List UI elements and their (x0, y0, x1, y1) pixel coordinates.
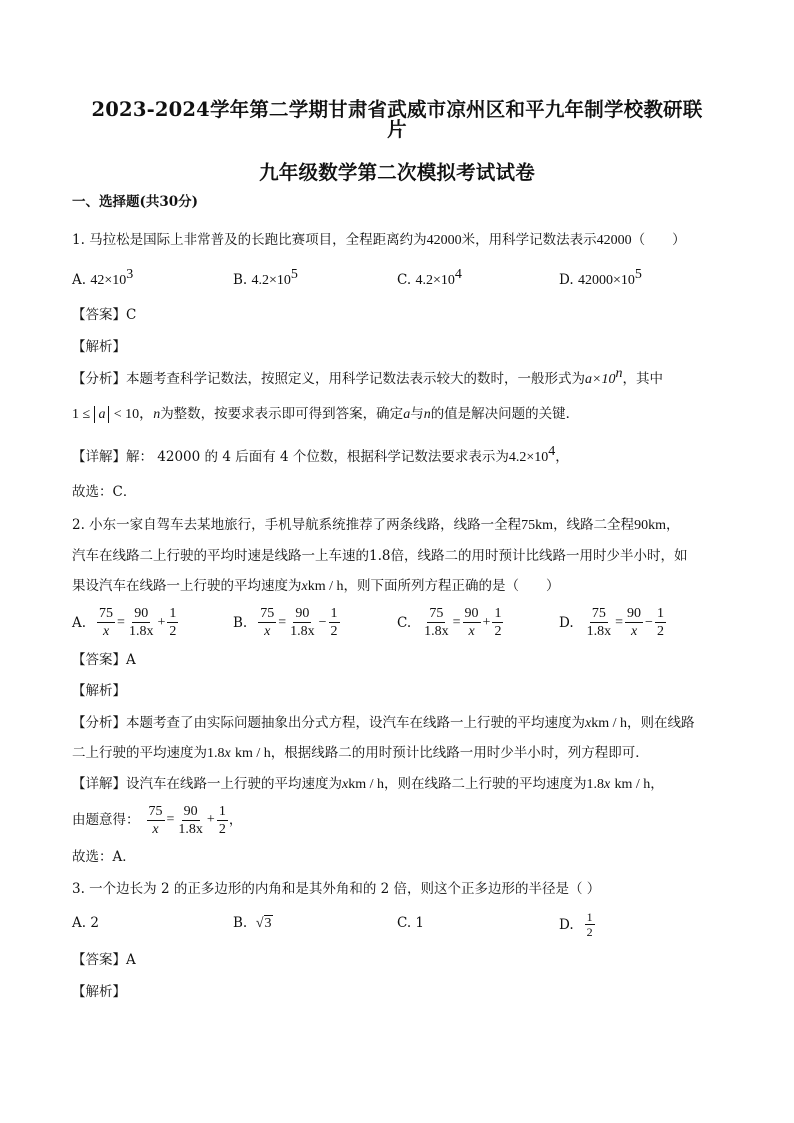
q1-fenxi-line1 (72, 366, 663, 390)
q1-option-c-label: C. (397, 272, 412, 288)
denominator: 1.8x (178, 821, 203, 837)
numerator: 90 (295, 606, 310, 621)
denominator: 2 (494, 624, 502, 639)
denominator: x (264, 624, 271, 639)
q1-fenxi-abs-a: a (94, 406, 109, 423)
q1-option-c-base: 4.2×10 (415, 273, 455, 288)
q1-stem (72, 230, 686, 251)
q2-fenxi-line2 (72, 743, 649, 764)
q2-conclusion: 故选：A． (72, 849, 136, 865)
numerator: 1 (330, 606, 338, 621)
q1-fenxi-n: n (153, 407, 161, 422)
q1-option-b-base: 4.2×10 (251, 273, 291, 288)
q3-option-a: A. 2 (72, 915, 99, 931)
q3-option-b (233, 915, 273, 932)
q2-option-d-frac-half (655, 605, 666, 640)
q2-option-d-frac-right (625, 605, 643, 640)
q2-option-b-label: B. (233, 614, 248, 631)
denominator: x (102, 624, 110, 639)
q1-analysis-heading: 【解析】 (72, 339, 126, 355)
q3-option-d-label: D. (559, 916, 574, 933)
numerator: 90 (627, 606, 642, 621)
q2-option-c-frac-half (492, 605, 503, 640)
q1-stem-text-b: 米，用科学记数法表示 (461, 232, 597, 248)
q2-xiangjie-text-b: ，则在线路二上行驶的平均速度为 (384, 776, 587, 792)
q1-fenxi-exp: n (615, 366, 623, 381)
q2-option-a: A. $\frac{75}{x}$ = $\frac{90}{1.8x}$ + $\frac{1}{2}$ (72, 606, 177, 639)
q1-number2: 42000 (596, 233, 632, 248)
q1-option-d-exp: 5 (634, 267, 642, 282)
denominator: 2 (656, 624, 664, 639)
q2-fenxi-x: x (585, 716, 592, 731)
q1-paren: （ ） (631, 232, 686, 248)
numerator: 1 (218, 803, 226, 819)
denominator: 1.8x (290, 624, 315, 639)
q1-fenxi-lt: < 10， (113, 407, 154, 422)
radicand: 3 (264, 916, 272, 931)
numerator: 90 (464, 606, 479, 621)
q2-option-b: B. $\frac{75}{x}$ = $\frac{90}{1.8x}$ − $\frac{1}{2}$ (233, 606, 338, 639)
q3-option-d-frac (585, 910, 595, 939)
q2-option-c-frac-left (422, 605, 451, 640)
q2-line1-text-b: ，线路二全程 (553, 517, 635, 533)
sqrt-symbol: √3 (255, 916, 272, 931)
q2-fenxi-tag: 【分析】 (72, 715, 126, 731)
q1-option-c-exp: 4 (454, 267, 462, 282)
q1-fenxi-end2: 的值是解决问题的关键． (430, 406, 580, 422)
q1-option-b (233, 267, 298, 289)
q1-option-a (72, 267, 134, 289)
q2-fenxi-text2: 二上行驶的平均速度为 (72, 745, 207, 761)
q1-fenxi-end1: ，其中 (622, 371, 663, 387)
q1-xiangjie-expr: 4.2×10 (508, 450, 549, 465)
q2-option-c: C. $\frac{75}{1.8x}$ = $\frac{90}{x}$ + $\frac{1}{2}$ (397, 606, 502, 639)
q2-equation-line: 由题意得： $\frac{75}{x}$ = $\frac{90}{1.8x}$ + $\frac{1}{2}$ ， (72, 800, 242, 840)
q1-xiangjie-end: ， (555, 449, 569, 465)
q1-answer: 【答案】C (72, 307, 137, 323)
q1-stem-text-a: 1. 马拉松是国际上非常普及的长跑比赛项目，全程距离约为 (72, 232, 427, 248)
numerator: 75 (148, 803, 163, 819)
q2-xiangjie-end: ， (650, 776, 664, 792)
q2-fenxi-line1 (72, 713, 695, 734)
numerator: 1 (586, 910, 593, 924)
numerator: 75 (99, 606, 114, 621)
q2-analysis-heading: 【解析】 (72, 683, 126, 699)
q2-line1-dist2: 90km (634, 518, 666, 533)
q2-option-d-label: D. (559, 614, 574, 631)
q2-eq-frac-right (176, 803, 205, 838)
q3-stem: 3. 一个边长为 2 的正多边形的内角和是其外角和的 2 倍，则这个正多边形的半径是（ ） (72, 881, 601, 897)
operator: + (206, 812, 215, 827)
numerator: 75 (429, 606, 444, 621)
numerator: 75 (591, 606, 606, 621)
q2-option-a-frac-left (97, 605, 115, 640)
q2-line3-unit: km / h (307, 579, 344, 594)
q3-option-b-label: B. (233, 915, 248, 931)
q2-line1-text-c: ， (665, 517, 680, 533)
q1-option-a-exp: 3 (126, 267, 134, 282)
title-line1: 2023-2024学年第二学期甘肃省武威市凉州区和平九年制学校教研联 (91, 98, 703, 121)
q1-fenxi-tag: 【分析】 (72, 371, 126, 387)
q2-stem-line2: 汽车在线路二上行驶的平均时速是线路一上车速的1.8倍，线路二的用时预计比线路一用时少半小时，如 (72, 548, 688, 564)
q1-fenxi-mid: 为整数，按要求表示即可得到答案，确定 (160, 406, 404, 422)
q2-option-c-frac-right (463, 605, 481, 640)
q2-stem-line1 (72, 515, 679, 536)
q2-fenxi-end2: ，根据线路二的用时预计比线路一用时少半小时，列方程即可． (270, 745, 649, 761)
q2-tiyi: 由题意得： (72, 812, 140, 828)
q1-fenxi-a2: a (403, 407, 411, 422)
denominator: x (468, 624, 475, 639)
q2-xiangjie-unit: km / h (348, 777, 384, 792)
q2-fenxi-v: 1.8 (207, 746, 225, 761)
q1-option-c (397, 267, 462, 289)
q1-xiangjie (72, 444, 569, 468)
q1-option-d (559, 267, 642, 289)
numerator: 90 (183, 803, 198, 819)
q1-option-b-exp: 5 (290, 267, 298, 282)
operator: + (482, 614, 491, 630)
q1-fenxi-and: 与 (410, 406, 424, 422)
q2-xiangjie-text-a: 设汽车在线路一上行驶的平均速度为 (126, 776, 342, 792)
denominator: 2 (218, 821, 226, 837)
numerator: 1 (494, 606, 502, 621)
q2-fenxi-x2: x (224, 746, 231, 761)
q2-option-d: D. $\frac{75}{1.8x}$ = $\frac{90}{x}$ − $\frac{1}{2}$ (559, 606, 664, 639)
q2-option-b-frac-right (288, 605, 317, 640)
denominator: 2 (586, 925, 593, 939)
numerator: 1 (656, 606, 664, 621)
q2-line1-text-a: 2. 小东一家自驾车去某地旅行，手机导航系统推荐了两条线路，线路一全程 (72, 517, 522, 533)
operator: − (645, 614, 653, 630)
numerator: 75 (260, 606, 275, 621)
q3-answer: 【答案】A (72, 952, 136, 968)
q2-xiangjie-x: x (342, 777, 349, 792)
q1-option-d-label: D. (559, 272, 574, 288)
q1-fenxi-le: 1 ≤ (72, 407, 91, 422)
q2-eq-frac-left (147, 803, 165, 838)
numerator: 1 (169, 606, 177, 621)
q1-xiangjie-text: 解： 42000 的 4 后面有 4 个位数，根据科学记数法要求表示为 (126, 449, 509, 465)
denominator: 2 (330, 624, 338, 639)
q1-fenxi-n2: n (423, 407, 431, 422)
denominator: 2 (169, 624, 177, 639)
q2-line1-dist1: 75km (521, 518, 554, 533)
q1-option-a-base: 42×10 (90, 273, 127, 288)
q2-xiangjie (72, 774, 664, 795)
q2-answer: 【答案】A (72, 652, 136, 668)
title-line2: 片 (387, 118, 407, 141)
q2-option-b-frac-left (258, 605, 276, 640)
q1-option-b-label: B. (233, 272, 248, 288)
q2-xiangjie-tag: 【详解】 (72, 776, 126, 792)
q2-xiangjie-unit2: km / h (614, 777, 651, 792)
q1-fenxi-text1: 本题考查科学记数法，按照定义，用科学记数法表示较大的数时，一般形式为 (126, 371, 585, 387)
q2-option-d-frac-left (585, 605, 614, 640)
q2-line3-text-b: ，则下面所列方程正确的是（ ） (343, 578, 560, 594)
q3-analysis-heading: 【解析】 (72, 984, 126, 1000)
q2-fenxi-unit: km / h (591, 716, 627, 731)
q1-conclusion: 故选：C． (72, 484, 137, 500)
denominator: x (630, 624, 638, 639)
denominator: x (152, 821, 159, 837)
q2-fenxi-end1: ，则在线路 (627, 715, 695, 731)
q2-option-a-label: A. (72, 614, 87, 631)
q1-option-a-label: A. (72, 272, 87, 288)
q2-eq-frac-half (217, 803, 228, 838)
exam-subtitle: 九年级数学第二次模拟考试试卷 (259, 161, 535, 184)
q1-number: 42000 (426, 233, 462, 248)
q2-eq-end: ， (228, 812, 243, 828)
q2-option-a-frac-half (167, 605, 178, 640)
denominator: 1.8x (424, 624, 449, 639)
q2-fenxi-unit2: km / h (235, 746, 271, 761)
numerator: 90 (134, 606, 149, 621)
operator: − (318, 614, 327, 630)
q2-option-b-frac-half (329, 605, 340, 640)
operator: + (157, 614, 166, 630)
q3-option-c: C. 1 (397, 915, 425, 931)
q1-fenxi-expr: a×10 (585, 372, 616, 387)
denominator: 1.8x (586, 624, 612, 639)
q1-fenxi-line2 (72, 404, 579, 425)
q2-xiangjie-v: 1.8 (586, 777, 604, 792)
q2-stem-line3 (72, 576, 560, 597)
section-heading: 一、选择题(共30分) (72, 194, 199, 210)
q2-xiangjie-x2: x (604, 777, 611, 792)
q1-xiangjie-exp: 4 (548, 444, 556, 459)
q3-option-d (559, 910, 596, 939)
denominator: 1.8x (128, 624, 154, 639)
q1-option-d-base: 42000×10 (577, 273, 635, 288)
q2-line3-text-a: 果设汽车在线路一上行驶的平均速度为 (72, 578, 302, 594)
q2-fenxi-text1: 本题考查了由实际问题抽象出分式方程，设汽车在线路一上行驶的平均速度为 (126, 715, 585, 731)
q2-option-c-label: C. (397, 614, 412, 631)
q1-xiangjie-tag: 【详解】 (72, 449, 126, 465)
q2-line3-x: x (301, 579, 308, 594)
q2-option-a-frac-right (127, 605, 156, 640)
